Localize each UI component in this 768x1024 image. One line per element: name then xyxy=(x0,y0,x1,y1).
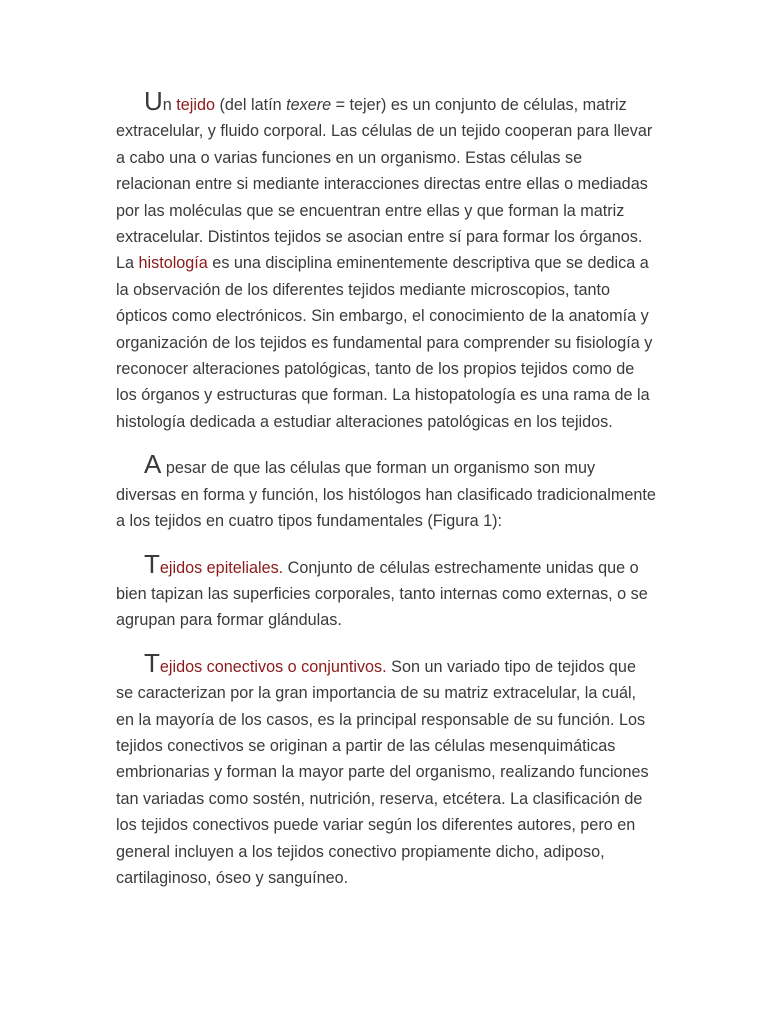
link-tejidos-epiteliales[interactable]: ejidos epiteliales. xyxy=(159,558,284,577)
link-tejido[interactable]: tejido xyxy=(176,96,215,114)
dropcap-letter: U xyxy=(144,86,163,116)
text-run: pesar de que las células que forman un organismo son muy diversas en forma y función, los histólogos han clasificado tradicionalmente a los tejidos en cuatro tipos fundamentales (Figura 1): xyxy=(116,459,656,531)
paragraph-clasificacion xyxy=(116,449,656,534)
link-histologia[interactable]: histología xyxy=(138,254,208,273)
text-run: es una disciplina eminentemente descriptiva que se dedica a la observación de los diferentes tejidos mediante microscopios, tanto ópticos como electrónicos. Sin embargo, el conocimiento de la anatomía y organización de los tejidos es fundamental para comprender su fisiología y reconocer alteraciones patológicas, tanto de los propios tejidos como de los órganos y estructuras que forman. La histopatología es una rama de la histología dedicada a estudiar alteraciones patológicas en los tejidos. xyxy=(116,254,653,431)
text-run: = tejer) es un conjunto de células, matriz extracelular, y fluido corporal. Las células de un tejido cooperan para llevar a cabo una o varias funciones en un organismo. Estas células se relacionan entre si mediante interacciones directas entre ellas o mediadas por las moléculas que se encuentran entre ellas y que forman la matriz extracelular. Distintos tejidos se asocian entre sí para formar los órganos. La xyxy=(116,96,653,273)
dropcap-letter: A xyxy=(144,449,162,480)
text-run: (del latín xyxy=(215,96,287,114)
paragraph-tejidos-epiteliales xyxy=(116,548,656,634)
paragraph-tejidos-conectivos xyxy=(116,647,656,892)
link-tejidos-conectivos[interactable]: ejidos conectivos o conjuntivos. xyxy=(159,657,387,676)
text-run: n xyxy=(162,96,177,114)
dropcap-letter: T xyxy=(144,548,160,579)
paragraph-tejido-definition xyxy=(116,86,656,435)
text-run: Conjunto de células estrechamente unidas que o bien tapizan las superficies corporales, tanto internas como externas, o se agrupan para formar glándulas. xyxy=(116,558,648,630)
text-run: Son un variado tipo de tejidos que se caracterizan por la gran importancia de su matriz extracelular, la cuál, en la mayoría de los casos, es la principal responsable de su función. Los tejidos conectivos se originan a partir de las células mesenquimáticas embrionarias y forman la mayor parte del organismo, realizando funciones tan variadas como sostén, nutrición, reserva, etcétera. La clasificación de los tejidos conectivos puede variar según los diferentes autores, pero en general incluyen a los tejidos conectivo propiamente dicho, adiposo, cartilaginoso, óseo y sanguíneo. xyxy=(116,657,649,887)
dropcap-letter: T xyxy=(144,647,160,678)
document-body xyxy=(116,86,656,911)
italic-term: texere xyxy=(286,96,332,114)
